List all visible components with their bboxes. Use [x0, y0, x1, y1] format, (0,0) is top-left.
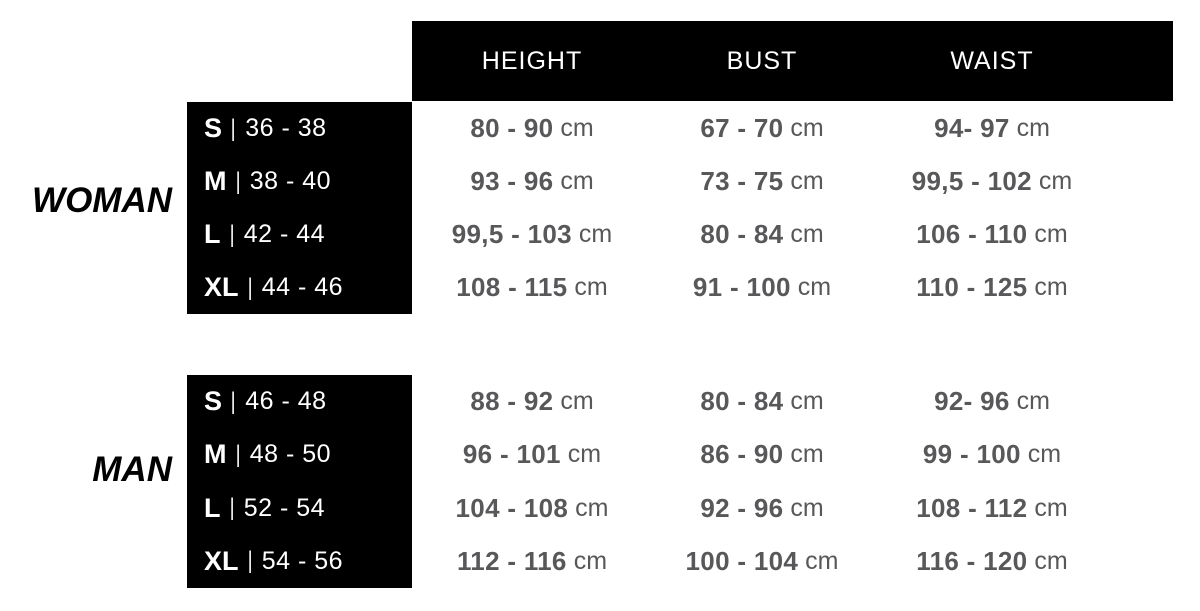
size-range: 52 - 54 [243, 493, 326, 522]
unit: cm [1016, 387, 1050, 416]
unit: cm [1034, 546, 1068, 575]
size-range: 54 - 56 [261, 546, 344, 575]
value: 110 - 125 [916, 272, 1028, 302]
column-header-height: HEIGHT [481, 46, 583, 75]
unit: cm [567, 440, 602, 469]
size-divider: | [235, 440, 241, 468]
woman-xl-waist [872, 261, 1112, 314]
value: 73 - 75 [700, 166, 784, 196]
unit: cm [1034, 273, 1068, 301]
unit: cm [1016, 114, 1050, 142]
size-row-man-l [187, 482, 412, 535]
unit: cm [1034, 493, 1068, 522]
size-letter: S [204, 113, 223, 143]
size-box-woman [187, 102, 412, 314]
man-xl-height [412, 535, 652, 588]
value: 108 - 112 [916, 492, 1028, 523]
value: 91 - 100 [692, 272, 791, 302]
size-divider: | [229, 494, 235, 522]
man-m-bust [652, 428, 872, 481]
value: 104 - 108 [455, 492, 569, 523]
value: 88 - 92 [470, 386, 554, 417]
size-range: 36 - 38 [245, 114, 327, 142]
unit: cm [790, 387, 824, 416]
unit: cm [1038, 167, 1073, 195]
woman-m-waist [872, 155, 1112, 208]
unit: cm [790, 440, 824, 469]
value: 86 - 90 [700, 439, 784, 470]
size-letter: XL [204, 545, 239, 576]
value: 99,5 - 102 [911, 166, 1032, 196]
size-row-woman-xl [187, 261, 412, 314]
unit: cm [1027, 440, 1062, 469]
section-label-man: MAN [92, 450, 172, 489]
man-l-height [412, 482, 652, 535]
man-m-waist [872, 428, 1112, 481]
size-row-woman-m [187, 155, 412, 208]
values-woman [412, 102, 1112, 314]
size-range: 38 - 40 [249, 167, 332, 195]
woman-m-height [412, 155, 652, 208]
column-header-bar [412, 21, 1173, 101]
man-s-waist [872, 375, 1112, 428]
value: 116 - 120 [916, 545, 1028, 576]
size-range: 44 - 46 [261, 273, 344, 301]
size-letter: M [204, 439, 227, 470]
value: 106 - 110 [916, 219, 1028, 249]
unit: cm [797, 273, 832, 301]
size-divider: | [247, 547, 253, 575]
unit: cm [790, 114, 824, 142]
woman-s-height [412, 102, 652, 155]
unit: cm [560, 167, 594, 195]
value: 94- 97 [934, 113, 1010, 143]
size-divider: | [230, 387, 236, 415]
value: 93 - 96 [470, 166, 554, 196]
unit: cm [805, 546, 839, 575]
size-letter: L [204, 492, 221, 523]
value: 100 - 104 [685, 545, 799, 576]
values-man [412, 375, 1112, 588]
woman-s-bust [652, 102, 872, 155]
woman-m-bust [652, 155, 872, 208]
size-divider: | [230, 114, 236, 142]
unit: cm [574, 273, 608, 301]
unit: cm [573, 546, 608, 575]
size-letter: M [204, 166, 227, 196]
woman-l-bust [652, 208, 872, 261]
size-letter: S [204, 386, 223, 417]
size-divider: | [229, 220, 235, 248]
value: 80 - 90 [470, 113, 554, 143]
size-divider: | [235, 167, 241, 195]
value: 112 - 116 [456, 545, 567, 576]
woman-l-waist [872, 208, 1112, 261]
value: 92- 96 [934, 386, 1010, 417]
value: 92 - 96 [700, 492, 784, 523]
size-letter: L [204, 219, 221, 249]
woman-xl-height [412, 261, 652, 314]
size-row-woman-s [187, 102, 412, 155]
size-row-man-s [187, 375, 412, 428]
woman-xl-bust [652, 261, 872, 314]
man-xl-waist [872, 535, 1112, 588]
value: 67 - 70 [700, 113, 784, 143]
man-s-bust [652, 375, 872, 428]
size-divider: | [247, 273, 253, 301]
unit: cm [578, 220, 613, 248]
man-s-height [412, 375, 652, 428]
man-l-waist [872, 482, 1112, 535]
woman-l-height [412, 208, 652, 261]
size-range: 48 - 50 [249, 440, 332, 469]
woman-s-waist [872, 102, 1112, 155]
value: 108 - 115 [456, 272, 568, 302]
section-label-woman: WOMAN [32, 181, 172, 220]
size-letter: XL [204, 272, 239, 302]
unit: cm [1034, 220, 1068, 248]
value: 80 - 84 [700, 386, 784, 417]
unit: cm [575, 493, 609, 522]
size-range: 46 - 48 [245, 387, 327, 416]
unit: cm [790, 493, 824, 522]
unit: cm [790, 220, 824, 248]
value: 80 - 84 [700, 219, 784, 249]
column-header-bust: BUST [726, 46, 798, 75]
value: 96 - 101 [462, 439, 561, 470]
man-m-height [412, 428, 652, 481]
value: 99 - 100 [922, 439, 1021, 470]
unit: cm [560, 387, 594, 416]
size-range: 42 - 44 [243, 220, 326, 248]
size-row-man-xl [187, 535, 412, 588]
size-row-woman-l [187, 208, 412, 261]
size-box-man [187, 375, 412, 588]
man-xl-bust [652, 535, 872, 588]
unit: cm [790, 167, 824, 195]
size-row-man-m [187, 428, 412, 481]
man-l-bust [652, 482, 872, 535]
value: 99,5 - 103 [451, 219, 572, 249]
unit: cm [560, 114, 594, 142]
column-header-waist: WAIST [950, 46, 1034, 75]
